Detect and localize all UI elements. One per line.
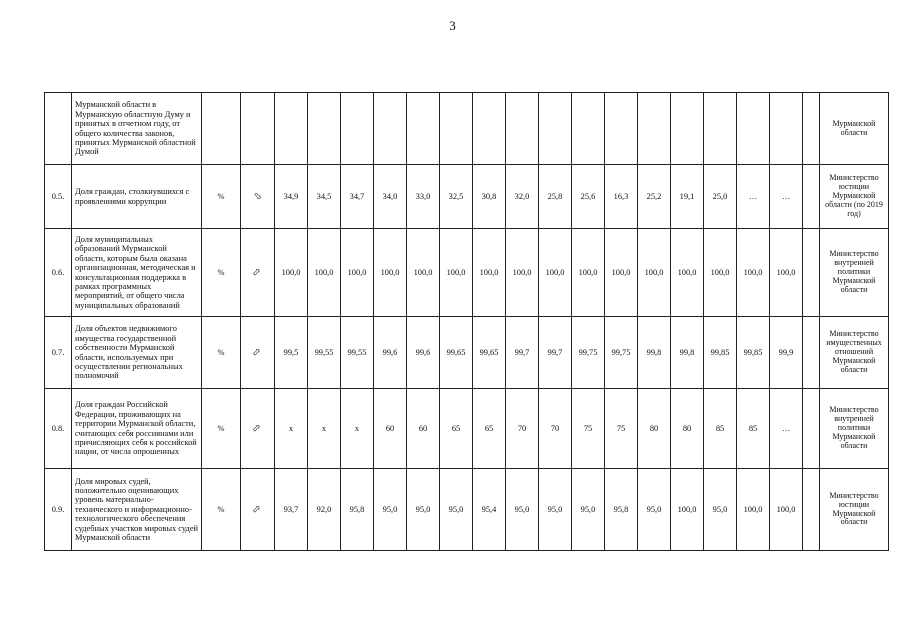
value-cell: 99,8 xyxy=(671,317,704,389)
value-cell xyxy=(803,165,820,229)
value-cell: 100,0 xyxy=(473,229,506,317)
responsible-ministry: Министерство внутренней политики Мурманской области xyxy=(820,229,889,317)
arrow-up-right-icon: ⇨ xyxy=(250,345,265,360)
value-cell: 19,1 xyxy=(671,165,704,229)
value-cell xyxy=(605,93,638,165)
trend-cell xyxy=(241,165,275,229)
value-cell: 100,0 xyxy=(638,229,671,317)
indicators-table xyxy=(44,92,889,551)
value-cell: 99,85 xyxy=(704,317,737,389)
value-cell: 100,0 xyxy=(407,229,440,317)
value-cell: 99,9 xyxy=(770,317,803,389)
value-cell: 99,75 xyxy=(572,317,605,389)
row-id-cell: 0.6. xyxy=(45,229,72,317)
trend-cell xyxy=(241,93,275,165)
value-cell: 95,0 xyxy=(440,469,473,551)
trend-cell xyxy=(241,389,275,469)
unit-cell: % xyxy=(202,165,241,229)
arrow-up-right-icon: ⇨ xyxy=(250,502,265,517)
value-cell: 95,0 xyxy=(572,469,605,551)
value-cell xyxy=(803,93,820,165)
value-cell: 99,55 xyxy=(341,317,374,389)
unit-cell xyxy=(202,93,241,165)
value-cell: 34,0 xyxy=(374,165,407,229)
value-cell: 100,0 xyxy=(671,469,704,551)
value-cell: 100,0 xyxy=(704,229,737,317)
value-cell xyxy=(737,93,770,165)
arrow-up-right-icon: ⇨ xyxy=(250,421,265,436)
value-cell: 100,0 xyxy=(770,229,803,317)
value-cell: … xyxy=(770,165,803,229)
value-cell: 95,8 xyxy=(605,469,638,551)
value-cell: 100,0 xyxy=(506,229,539,317)
value-cell: 100,0 xyxy=(374,229,407,317)
value-cell: 25,0 xyxy=(704,165,737,229)
value-cell: 75 xyxy=(605,389,638,469)
value-cell xyxy=(770,93,803,165)
value-cell: 100,0 xyxy=(308,229,341,317)
value-cell: 60 xyxy=(407,389,440,469)
value-cell: … xyxy=(737,165,770,229)
value-cell: 85 xyxy=(737,389,770,469)
value-cell: 34,9 xyxy=(275,165,308,229)
value-cell xyxy=(407,93,440,165)
value-cell: 92,0 xyxy=(308,469,341,551)
value-cell: 99,7 xyxy=(539,317,572,389)
value-cell: 95,4 xyxy=(473,469,506,551)
row-id-cell: 0.9. xyxy=(45,469,72,551)
value-cell: 60 xyxy=(374,389,407,469)
value-cell: 33,0 xyxy=(407,165,440,229)
value-cell: 99,85 xyxy=(737,317,770,389)
value-cell: 70 xyxy=(539,389,572,469)
unit-cell: % xyxy=(202,469,241,551)
value-cell: 34,7 xyxy=(341,165,374,229)
value-cell: 25,6 xyxy=(572,165,605,229)
value-cell: 100,0 xyxy=(440,229,473,317)
value-cell: 100,0 xyxy=(539,229,572,317)
arrow-down-right-icon: ⇨ xyxy=(250,189,265,204)
value-cell xyxy=(473,93,506,165)
value-cell xyxy=(572,93,605,165)
value-cell: 95,0 xyxy=(704,469,737,551)
value-cell xyxy=(440,93,473,165)
value-cell xyxy=(506,93,539,165)
value-cell: 93,7 xyxy=(275,469,308,551)
value-cell: 25,8 xyxy=(539,165,572,229)
responsible-ministry: Министерство внутренней политики Мурманской области xyxy=(820,389,889,469)
row-id-cell: 0.5. xyxy=(45,165,72,229)
value-cell: 100,0 xyxy=(341,229,374,317)
value-cell xyxy=(341,93,374,165)
table-row xyxy=(45,469,889,551)
value-cell: 32,5 xyxy=(440,165,473,229)
value-cell xyxy=(308,93,341,165)
value-cell: 85 xyxy=(704,389,737,469)
value-cell: 100,0 xyxy=(605,229,638,317)
indicator-description: Доля граждан, столкнувшихся с проявлениями коррупции xyxy=(72,165,202,229)
row-id-cell: 0.7. xyxy=(45,317,72,389)
value-cell: 95,0 xyxy=(638,469,671,551)
responsible-ministry: Министерство юстиции Мурманской области (по 2019 год) xyxy=(820,165,889,229)
value-cell: 100,0 xyxy=(737,229,770,317)
value-cell xyxy=(638,93,671,165)
trend-cell xyxy=(241,469,275,551)
value-cell: 70 xyxy=(506,389,539,469)
value-cell xyxy=(704,93,737,165)
value-cell: x xyxy=(275,389,308,469)
value-cell: 16,3 xyxy=(605,165,638,229)
value-cell: 95,0 xyxy=(539,469,572,551)
unit-cell: % xyxy=(202,389,241,469)
value-cell xyxy=(803,229,820,317)
value-cell: 99,65 xyxy=(473,317,506,389)
value-cell: 95,0 xyxy=(407,469,440,551)
value-cell: 99,8 xyxy=(638,317,671,389)
value-cell: … xyxy=(770,389,803,469)
row-id-cell: 0.8. xyxy=(45,389,72,469)
value-cell: 100,0 xyxy=(737,469,770,551)
trend-cell xyxy=(241,317,275,389)
unit-cell: % xyxy=(202,317,241,389)
value-cell: 99,6 xyxy=(407,317,440,389)
value-cell: 65 xyxy=(473,389,506,469)
responsible-ministry: Министерство юстиции Мурманской области xyxy=(820,469,889,551)
value-cell: 99,5 xyxy=(275,317,308,389)
value-cell: 99,75 xyxy=(605,317,638,389)
table-row xyxy=(45,317,889,389)
value-cell xyxy=(539,93,572,165)
value-cell: 95,8 xyxy=(341,469,374,551)
value-cell: 25,2 xyxy=(638,165,671,229)
value-cell: 95,0 xyxy=(506,469,539,551)
value-cell: 100,0 xyxy=(572,229,605,317)
value-cell: 95,0 xyxy=(374,469,407,551)
value-cell xyxy=(803,317,820,389)
value-cell: 99,6 xyxy=(374,317,407,389)
value-cell: 80 xyxy=(671,389,704,469)
indicator-description: Мурманской области в Мурманскую областную Думу и принятых в отчетном году, от общего количества законов, принятых Мурманской областной Думой xyxy=(72,93,202,165)
trend-cell xyxy=(241,229,275,317)
table-row xyxy=(45,389,889,469)
value-cell: 99,65 xyxy=(440,317,473,389)
value-cell: 34,5 xyxy=(308,165,341,229)
value-cell xyxy=(803,469,820,551)
value-cell: x xyxy=(341,389,374,469)
value-cell: 100,0 xyxy=(770,469,803,551)
value-cell: x xyxy=(308,389,341,469)
value-cell: 99,55 xyxy=(308,317,341,389)
value-cell: 100,0 xyxy=(275,229,308,317)
table-row xyxy=(45,165,889,229)
unit-cell: % xyxy=(202,229,241,317)
value-cell: 80 xyxy=(638,389,671,469)
indicator-description: Доля мировых судей, положительно оценивающих уровень материально-технического и информационно-технологического обеспечения судебных участков мировых судей Мурманской области xyxy=(72,469,202,551)
value-cell xyxy=(374,93,407,165)
arrow-up-right-icon: ⇨ xyxy=(250,265,265,280)
responsible-ministry: Министерство имущественных отношений Мурманской области xyxy=(820,317,889,389)
value-cell: 100,0 xyxy=(671,229,704,317)
value-cell: 32,0 xyxy=(506,165,539,229)
value-cell xyxy=(671,93,704,165)
row-id-cell xyxy=(45,93,72,165)
indicator-description: Доля граждан Российской Федерации, проживающих на территории Мурманской области, считающих себя россиянами или причисляющих себя к российской нации, от числа опрошенных xyxy=(72,389,202,469)
table-row xyxy=(45,229,889,317)
value-cell xyxy=(803,389,820,469)
value-cell xyxy=(275,93,308,165)
indicator-description: Доля муниципальных образований Мурманской области, которым была оказана организационная, методическая и консультационная поддержка в рамках программных мероприятий, от общего числа муниципальных образований xyxy=(72,229,202,317)
value-cell: 30,8 xyxy=(473,165,506,229)
page-number: 3 xyxy=(449,18,456,33)
value-cell: 75 xyxy=(572,389,605,469)
table-row xyxy=(45,93,889,165)
value-cell: 99,7 xyxy=(506,317,539,389)
value-cell: 65 xyxy=(440,389,473,469)
responsible-ministry: Мурманской области xyxy=(820,93,889,165)
indicator-description: Доля объектов недвижимого имущества государственной собственности Мурманской области, используемых при осуществлении региональных полномочий xyxy=(72,317,202,389)
